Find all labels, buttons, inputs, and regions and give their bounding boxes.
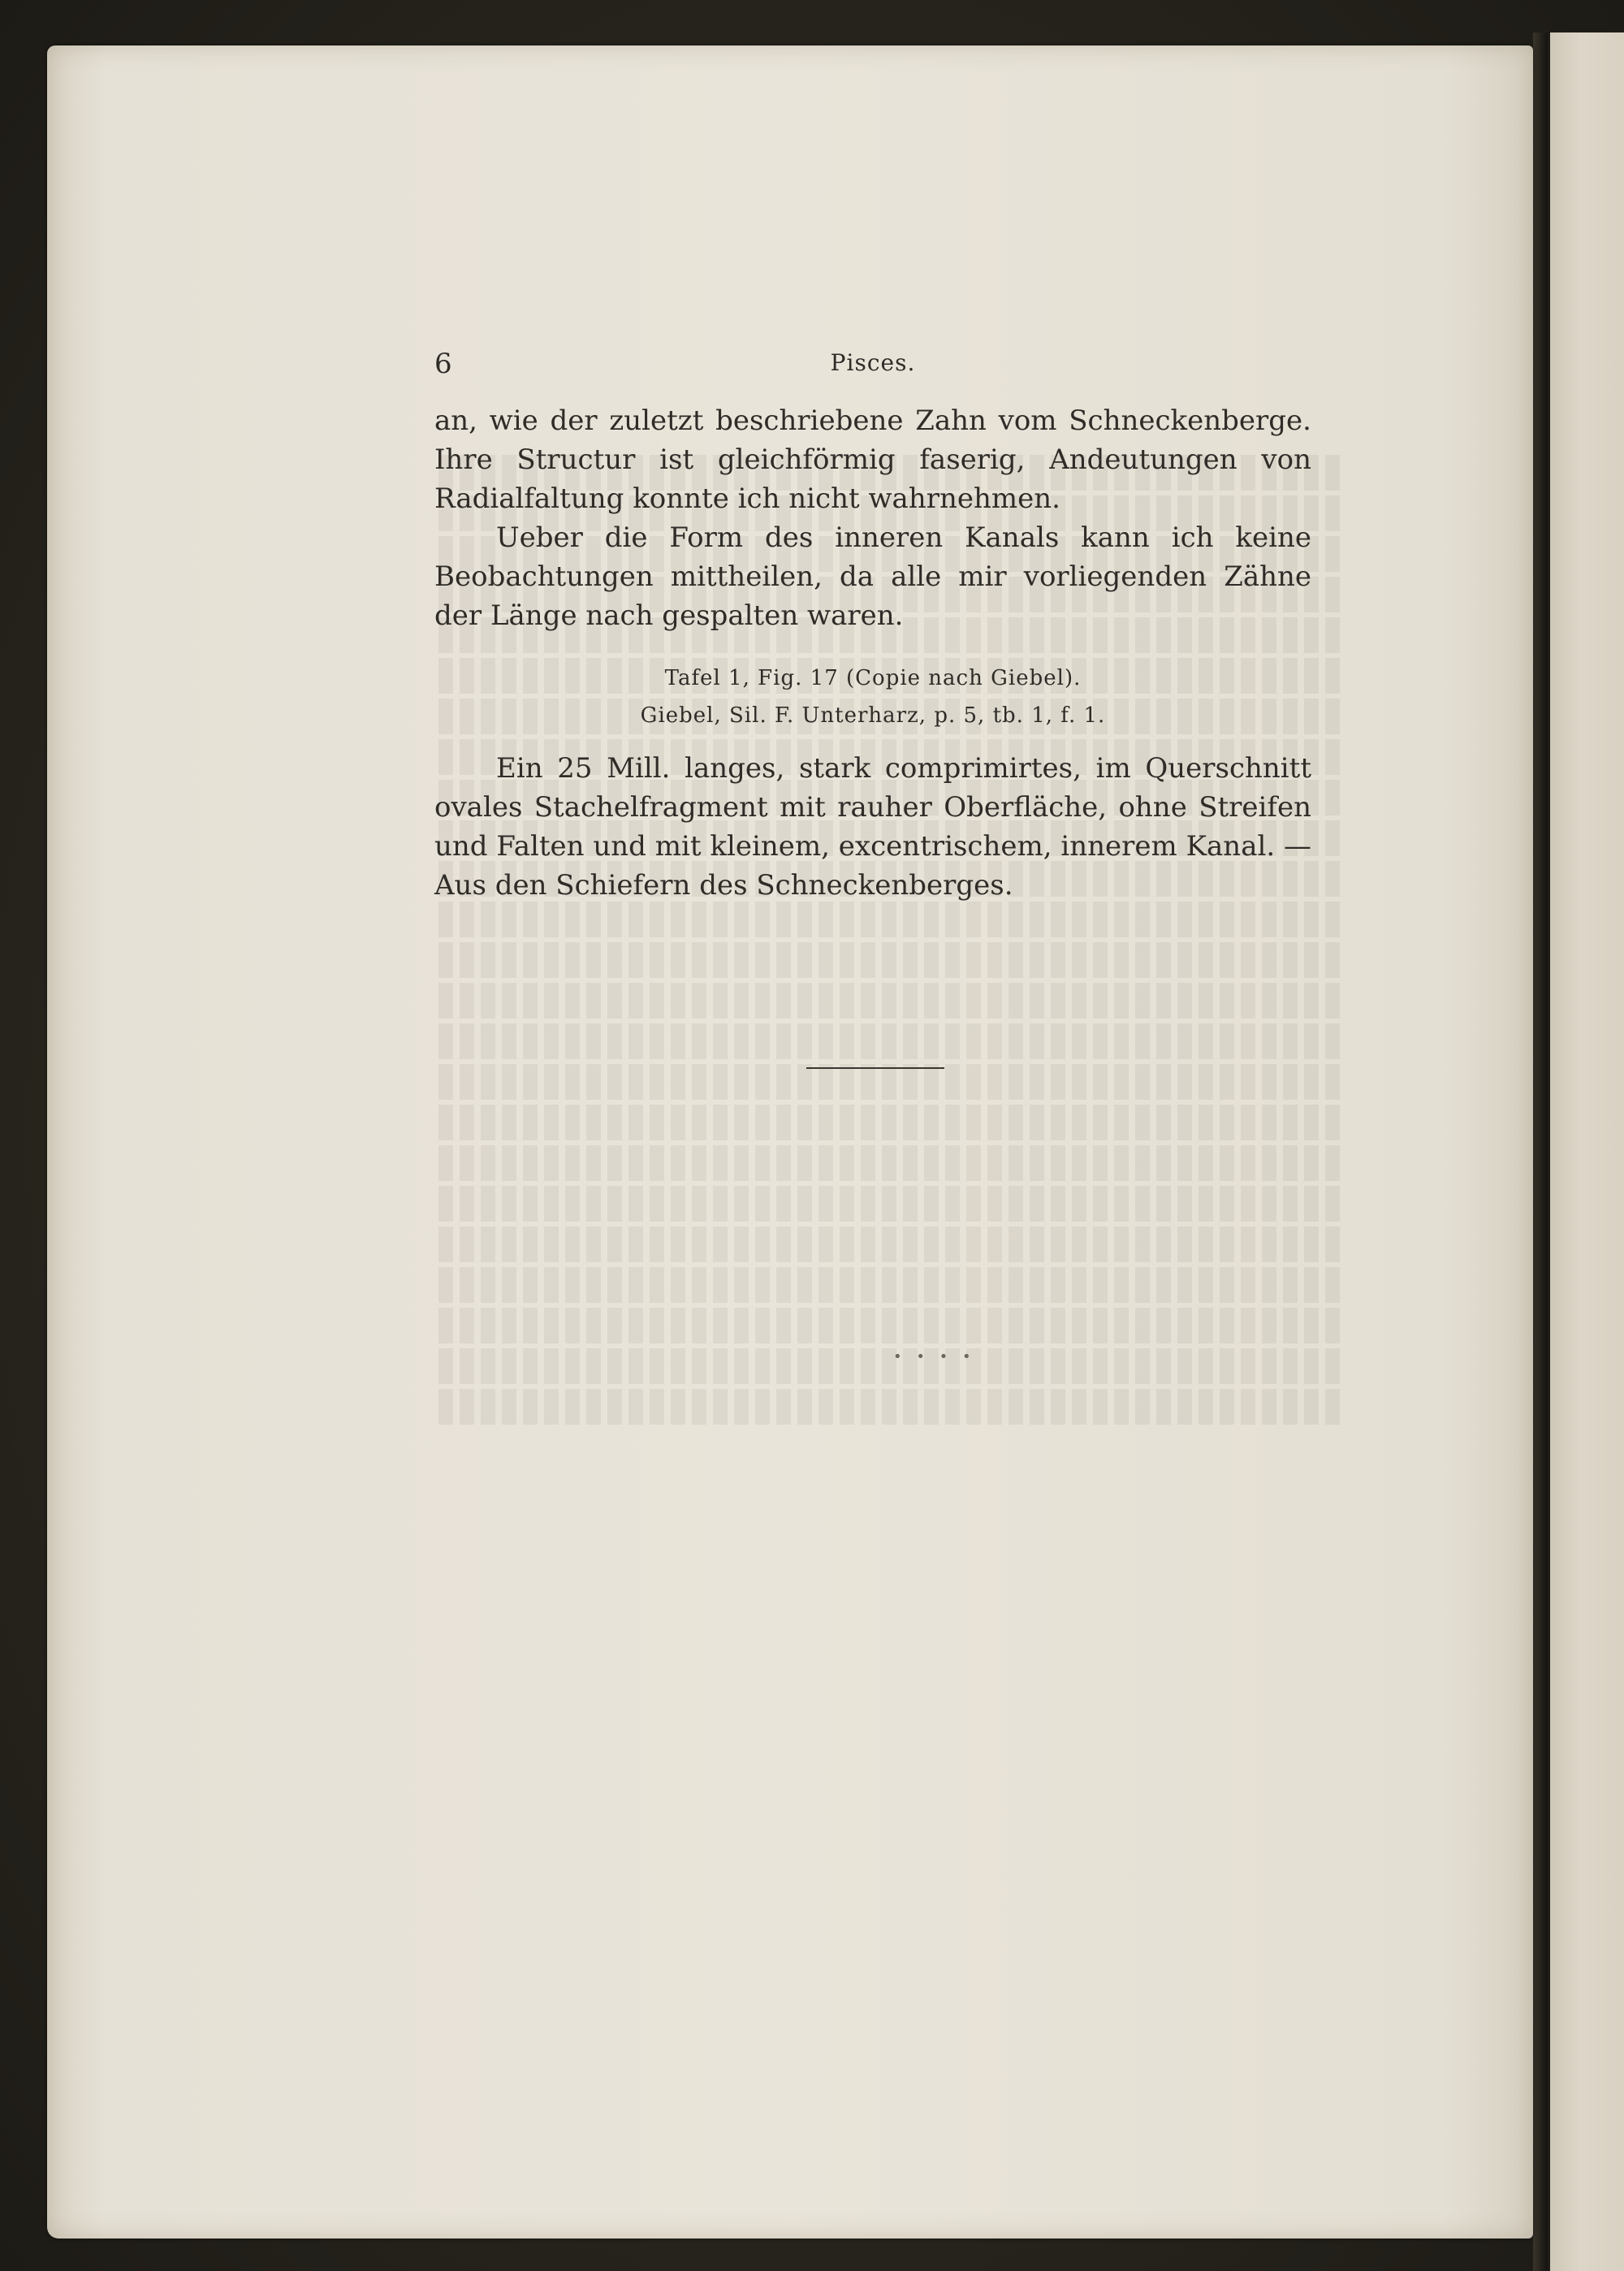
- printer-dots: • • • •: [893, 1348, 976, 1365]
- paragraph-canal: Ueber die Form des inneren Kanals kann ich keine Beobachtungen mittheilen, da alle mir vorliegenden Zähne der Länge nach gespalten waren.: [434, 521, 1311, 632]
- page-number: 6: [434, 348, 453, 380]
- gutter-shadow: [1533, 32, 1548, 2271]
- figure-reference: Tafel 1, Fig. 17 (Copie nach Giebel).: [664, 666, 1082, 690]
- running-title: Pisces.: [830, 349, 916, 376]
- next-page-edge: [1548, 32, 1624, 2271]
- page-text-block: [434, 341, 1311, 905]
- paragraph-structure: an, wie der zuletzt beschriebene Zahn vom Schneckenberge. Ihre Structur ist gleichförmig faserig, Andeutungen von Radialfaltung konnte ich nicht wahrnehmen.: [434, 404, 1311, 515]
- section-end-rule: [806, 1067, 944, 1069]
- literature-reference: Giebel, Sil. F. Unterharz, p. 5, tb. 1, f. 1.: [640, 703, 1106, 728]
- page-header: [434, 341, 1311, 390]
- paragraph-description: Ein 25 Mill. langes, stark comprimirtes, im Querschnitt ovales Stachelfragment mit rauher Oberfläche, ohne Streifen und Falten und mit kleinem, excentrischem, innerem Kanal. — Aus den Schiefern des Schneckenberges.: [434, 752, 1311, 902]
